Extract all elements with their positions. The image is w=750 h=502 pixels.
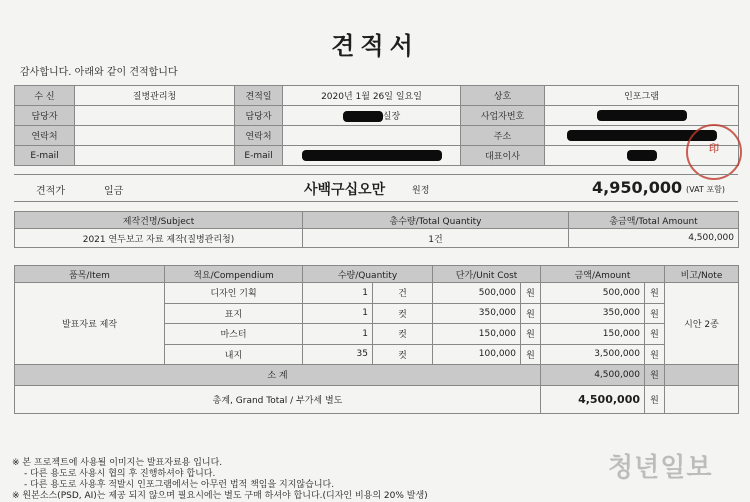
bizno-value (545, 106, 739, 126)
row-compendium: 내지 (165, 344, 303, 365)
subject-amount: 4,500,000 (569, 229, 739, 248)
row-cost-currency: 원 (521, 283, 541, 304)
unit-cost-header: 단가/Unit Cost (433, 266, 541, 283)
email-label: E-mail (15, 146, 75, 166)
row-cost-currency: 원 (521, 344, 541, 365)
redaction-mark (597, 110, 687, 121)
grand-total-label: 총계, Grand Total / 부가세 별도 (15, 385, 541, 413)
subtotal-currency: 원 (645, 365, 665, 386)
company-seal-stamp: 印 (686, 124, 742, 180)
detail-table (14, 265, 739, 414)
row-amount-currency: 원 (645, 303, 665, 324)
quote-date-value: 2020년 1월 26일 일요일 (283, 86, 461, 106)
row-cost: 350,000 (433, 303, 521, 324)
document-title: 견적서 (331, 32, 419, 60)
quote-total-line (14, 174, 738, 202)
footnote-line: - 다른 용도로 사용후 적발시 인포그램에서는 아무런 법적 책임을 지지않습니다. (24, 480, 335, 490)
vat-note: (VAT 포함) (686, 185, 725, 194)
row-amount: 350,000 (541, 303, 645, 324)
row-cost: 500,000 (433, 283, 521, 304)
table-row (15, 283, 739, 304)
supplier-manager-value (283, 106, 461, 126)
recipient-value: 질병관리청 (75, 86, 235, 106)
row-cost: 150,000 (433, 324, 521, 345)
redaction-mark (343, 111, 383, 122)
recipient-label: 수 신 (15, 86, 75, 106)
quote-total-prefix: 일금 (104, 186, 124, 197)
row-qty: 1 (303, 303, 373, 324)
row-compendium: 마스터 (165, 324, 303, 345)
quote-date-label: 견적일 (235, 86, 283, 106)
row-qty: 1 (303, 283, 373, 304)
quote-total-korean: 사백구십오만 (304, 182, 386, 198)
row-cost-currency: 원 (521, 303, 541, 324)
compendium-header: 적요/Compendium (165, 266, 303, 283)
ceo-label: 대표이사 (461, 146, 545, 166)
row-amount: 500,000 (541, 283, 645, 304)
subtotal-amount: 4,500,000 (541, 365, 645, 386)
greeting-text: 감사합니다. 아래와 같이 견적합니다 (20, 67, 178, 78)
subject-name: 2021 연두보고 자료 제작(질병관리청) (15, 229, 303, 248)
email-value (75, 146, 235, 166)
contact-label: 연락처 (15, 126, 75, 146)
row-compendium: 디자인 기획 (165, 283, 303, 304)
company-label: 상호 (461, 86, 545, 106)
grand-total-note (665, 385, 739, 413)
footnote-line: ※ 본 프로젝트에 사용될 이미지는 발표자료용 입니다. (12, 458, 223, 468)
row-qty: 35 (303, 344, 373, 365)
supplier-contact-label: 연락처 (235, 126, 283, 146)
redaction-mark (627, 150, 657, 161)
footnote-line: - 다른 용도로 사용시 협의 후 진행하셔야 합니다. (24, 469, 216, 479)
bizno-label: 사업자번호 (461, 106, 545, 126)
grand-total-currency: 원 (645, 385, 665, 413)
redaction-mark (302, 150, 442, 161)
subject-table (14, 211, 739, 248)
supplier-email-label: E-mail (235, 146, 283, 166)
company-value: 인포그램 (545, 86, 739, 106)
address-label: 주소 (461, 126, 545, 146)
note-value: 시안 2종 (665, 283, 739, 365)
row-compendium: 표지 (165, 303, 303, 324)
row-unit: 컷 (373, 324, 433, 345)
row-amount: 150,000 (541, 324, 645, 345)
info-table (14, 85, 739, 166)
quote-total-suffix: 원정 (412, 186, 430, 196)
footnote-line: ※ 원본소스(PSD, AI)는 제공 되지 않으며 필요시에는 별도 구매 하셔야 합니다.(디자인 비용의 20% 발생) (12, 491, 428, 501)
row-cost: 100,000 (433, 344, 521, 365)
row-qty: 1 (303, 324, 373, 345)
amount-header: 금액/Amount (541, 266, 665, 283)
supplier-manager-label: 담당자 (235, 106, 283, 126)
supplier-contact-value (283, 126, 461, 146)
quote-total-amount: 4,950,000 (592, 178, 683, 197)
subject-header: 제작건명/Subject (15, 212, 303, 229)
row-amount: 3,500,000 (541, 344, 645, 365)
row-amount-currency: 원 (645, 324, 665, 345)
quote-total-label: 견적가 (36, 186, 65, 197)
row-unit: 컷 (373, 303, 433, 324)
row-cost-currency: 원 (521, 324, 541, 345)
total-amount-header: 총금액/Total Amount (569, 212, 739, 229)
manager-label: 담당자 (15, 106, 75, 126)
footnotes (12, 458, 428, 502)
item-header: 품목/Item (15, 266, 165, 283)
subtotal-note (665, 365, 739, 386)
supplier-email-value (283, 146, 461, 166)
row-amount-currency: 원 (645, 344, 665, 365)
row-amount-currency: 원 (645, 283, 665, 304)
subtotal-label: 소 계 (15, 365, 541, 386)
supplier-manager-suffix: 실장 (382, 112, 401, 122)
row-unit: 건 (373, 283, 433, 304)
watermark-logo: 청년일보 (608, 453, 713, 483)
subject-quantity: 1건 (303, 229, 569, 248)
manager-value (75, 106, 235, 126)
grand-total-amount: 4,500,000 (541, 385, 645, 413)
note-header: 비고/Note (665, 266, 739, 283)
contact-value (75, 126, 235, 146)
row-unit: 컷 (373, 344, 433, 365)
item-name: 발표자료 제작 (15, 283, 165, 365)
total-quantity-header: 총수량/Total Quantity (303, 212, 569, 229)
quantity-header: 수량/Quantity (303, 266, 433, 283)
